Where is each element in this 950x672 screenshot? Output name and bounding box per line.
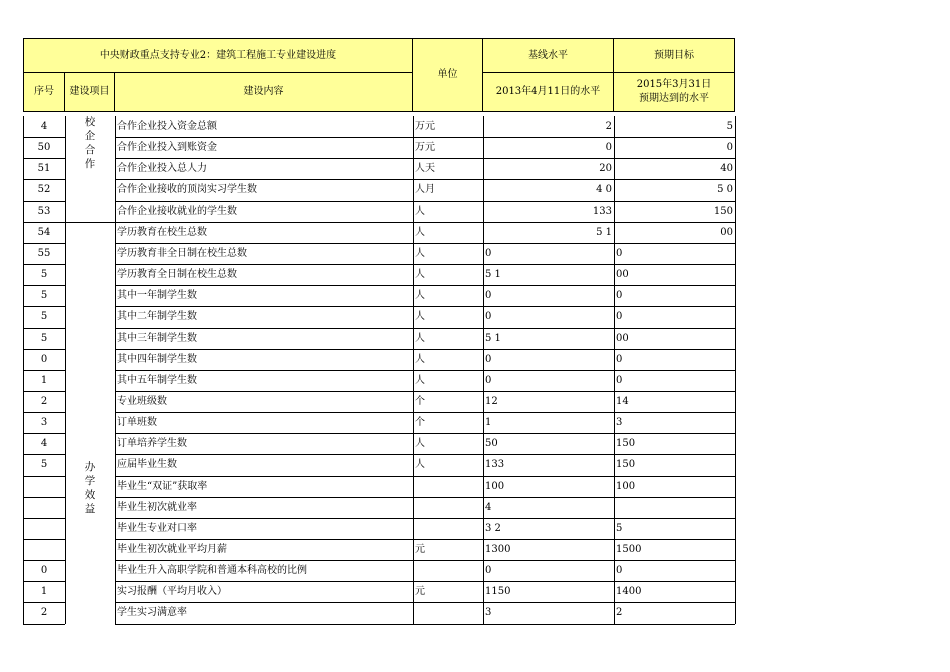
header-title: 中央财政重点支持专业2：建筑工程施工专业建设进度: [99, 49, 337, 61]
row-unit: 人: [415, 459, 425, 471]
header-target-sub-line2: 预期达到的水平: [639, 93, 709, 104]
row-baseline: 20: [599, 163, 612, 175]
row-baseline: 50: [485, 438, 498, 450]
row-content: 毕业生升入高职学院和普通本科高校的比例: [117, 565, 307, 577]
row-baseline: 1: [485, 417, 492, 429]
row-target: 5: [616, 522, 623, 534]
row-target: 00: [616, 332, 629, 344]
row-index: 4: [40, 438, 48, 450]
row-unit: 人: [415, 374, 425, 386]
row-unit: 人: [415, 438, 425, 450]
column-divider: [413, 116, 414, 624]
column-divider: [614, 116, 615, 624]
row-target: 5 0: [717, 184, 733, 196]
row-content: 合作企业接收就业的学生数: [117, 205, 237, 217]
row-target: 0: [616, 290, 623, 302]
row-target: [614, 497, 735, 518]
row-content: 毕业生“双证”获取率: [117, 480, 208, 492]
row-index: 5: [40, 311, 48, 323]
row-divider: [23, 624, 65, 625]
row-index: 3: [40, 417, 48, 429]
row-content: 订单班数: [117, 417, 157, 429]
header-target-sub-line1: 2015年3月31日: [636, 79, 712, 90]
row-unit: 万元: [415, 142, 435, 154]
header-title-cell: [23, 38, 413, 73]
column-divider: [23, 116, 24, 624]
row-content: 合作企业投入总人力: [117, 163, 207, 175]
row-index: 5: [40, 332, 48, 344]
row-index: 53: [37, 205, 51, 217]
row-content: 学生实习满意率: [117, 607, 187, 619]
row-content: 学历教育全日制在校生总数: [117, 269, 237, 281]
row-index: 5: [40, 290, 48, 302]
row-unit: [413, 560, 483, 581]
header-project-cell: [64, 72, 115, 112]
row-baseline: 5 1: [596, 226, 612, 238]
row-baseline: 0: [485, 565, 492, 577]
row-content: 毕业生初次就业平均月薪: [117, 544, 227, 555]
header-target: 预期目标: [654, 49, 694, 61]
row-unit: 人: [415, 269, 425, 281]
column-divider: [65, 116, 66, 624]
row-unit: [413, 602, 483, 623]
row-target: 0: [616, 247, 623, 259]
row-content: 其中一年制学生数: [117, 290, 197, 302]
row-baseline: 1300: [485, 544, 511, 555]
row-target: 0: [616, 565, 623, 577]
row-unit: 元: [415, 544, 425, 555]
row-index: [23, 518, 65, 539]
row-target: 150: [616, 459, 636, 471]
row-index: 4: [40, 121, 48, 132]
row-index: [23, 497, 65, 518]
row-content: 其中三年制学生数: [117, 332, 197, 344]
row-unit: 人: [415, 226, 425, 238]
row-baseline: 0: [485, 247, 492, 259]
row-unit: 个: [415, 395, 425, 407]
header-baseline-sub-cell: [482, 72, 614, 112]
header-index: 序号: [34, 86, 54, 97]
column-divider: [115, 116, 116, 624]
header-unit: 单位: [437, 69, 458, 80]
group-char: 校: [84, 116, 96, 128]
row-baseline: 0: [485, 290, 492, 302]
row-unit: 人月: [415, 184, 435, 196]
row-baseline: 0: [485, 311, 492, 323]
row-content: 实习报酬（平均月收入）: [117, 586, 227, 598]
group-label-school-benefit: [83, 460, 97, 516]
row-unit: 人: [415, 353, 425, 365]
row-index: 5: [40, 269, 48, 281]
row-unit: 人: [415, 332, 425, 344]
row-index: 5: [40, 459, 48, 471]
row-divider: [23, 158, 65, 159]
row-unit: 人: [415, 290, 425, 302]
row-unit: 个: [415, 417, 425, 429]
header-baseline-cell: [482, 38, 614, 73]
row-baseline: 3: [485, 607, 492, 619]
row-baseline: 0: [605, 142, 612, 154]
header-unit-cell: [412, 38, 483, 112]
header-content: 建设内容: [243, 86, 284, 97]
row-target: 150: [616, 438, 636, 450]
row-baseline: 100: [485, 480, 505, 492]
row-content: 合作企业投入到账资金: [117, 142, 217, 154]
row-unit: [413, 518, 483, 539]
group-char: 合: [84, 144, 96, 156]
row-content: 毕业生专业对口率: [117, 522, 197, 534]
header-baseline-sub: 2013年4月11日的水平: [495, 86, 601, 97]
row-unit: 人: [415, 311, 425, 323]
row-target: 0: [726, 142, 733, 154]
row-divider: [23, 137, 65, 138]
row-baseline: 0: [485, 353, 492, 365]
row-target: 1500: [616, 544, 642, 555]
row-content: 合作企业投入资金总额: [117, 121, 217, 132]
header-project: 建设项目: [69, 86, 110, 97]
row-target: 100: [616, 480, 636, 492]
row-divider: [115, 624, 735, 625]
row-index: [23, 476, 65, 497]
row-target: 5: [726, 121, 733, 132]
row-divider: [23, 222, 65, 223]
row-unit: [413, 476, 483, 497]
group-label-school-enterprise: [83, 115, 97, 171]
group-char: 作: [84, 158, 96, 170]
row-index: 54: [37, 226, 51, 238]
row-target: 0: [616, 374, 623, 386]
row-baseline: 1150: [485, 586, 511, 598]
row-index: 50: [37, 142, 51, 154]
row-content: 其中五年制学生数: [117, 374, 197, 386]
row-target: 40: [720, 163, 733, 175]
row-content: 学历教育在校生总数: [117, 226, 207, 238]
row-content: 其中二年制学生数: [117, 311, 197, 323]
row-unit: 元: [415, 586, 425, 598]
row-index: [23, 539, 65, 560]
row-content: 合作企业接收的顶岗实习学生数: [117, 184, 257, 196]
row-unit: 人天: [415, 163, 435, 175]
row-target: 150: [713, 205, 733, 217]
header-content-cell: [114, 72, 413, 112]
row-index: 55: [37, 247, 51, 259]
row-target: 00: [720, 226, 733, 238]
row-content: 其中四年制学生数: [117, 353, 197, 365]
row-content: 订单培养学生数: [117, 438, 187, 450]
row-baseline: 4 0: [596, 184, 612, 196]
row-index: 52: [37, 184, 51, 196]
row-baseline: 12: [485, 395, 498, 407]
row-index: 51: [37, 163, 51, 175]
group-char: 效: [84, 489, 96, 501]
row-unit: 万元: [415, 121, 435, 132]
row-baseline: 5 1: [485, 269, 501, 281]
group-char: 学: [84, 475, 96, 487]
header-baseline: 基线水平: [528, 49, 568, 61]
row-target: 0: [616, 353, 623, 365]
row-baseline: 133: [485, 459, 505, 471]
column-divider: [735, 116, 736, 624]
row-target: 2: [616, 607, 623, 619]
row-divider: [23, 201, 65, 202]
row-index: 2: [40, 395, 48, 407]
row-baseline: 2: [605, 121, 612, 132]
row-target: 0: [616, 311, 623, 323]
header-index-cell: [23, 72, 65, 112]
row-index: 2: [40, 607, 48, 619]
row-target: 00: [616, 269, 629, 281]
row-unit: [413, 497, 483, 518]
row-content: 毕业生初次就业率: [117, 501, 197, 513]
row-index: 1: [40, 586, 48, 598]
row-index: 0: [40, 565, 48, 577]
row-index: 0: [40, 353, 48, 365]
group-char: 企: [84, 130, 96, 142]
row-divider: [23, 179, 65, 180]
header-target-cell: [613, 38, 735, 73]
header-target-sub-cell: [613, 72, 735, 112]
group-char: 办: [84, 461, 96, 473]
row-target: 3: [616, 417, 623, 429]
row-content: 应届毕业生数: [117, 459, 177, 471]
row-baseline: 133: [592, 205, 612, 217]
group-char: 益: [84, 503, 96, 515]
row-target: 14: [616, 395, 629, 407]
row-target: 1400: [616, 586, 642, 598]
row-content: 学历教育非全日制在校生总数: [117, 247, 247, 259]
row-baseline: 5 1: [485, 332, 501, 344]
row-unit: 人: [415, 205, 425, 217]
row-unit: 人: [415, 247, 425, 259]
row-baseline: 4: [485, 501, 492, 513]
row-index: 1: [40, 374, 48, 386]
row-content: 专业班级数: [117, 395, 167, 407]
row-baseline: 3 2: [485, 522, 501, 534]
column-divider: [483, 116, 484, 624]
row-baseline: 0: [485, 374, 492, 386]
